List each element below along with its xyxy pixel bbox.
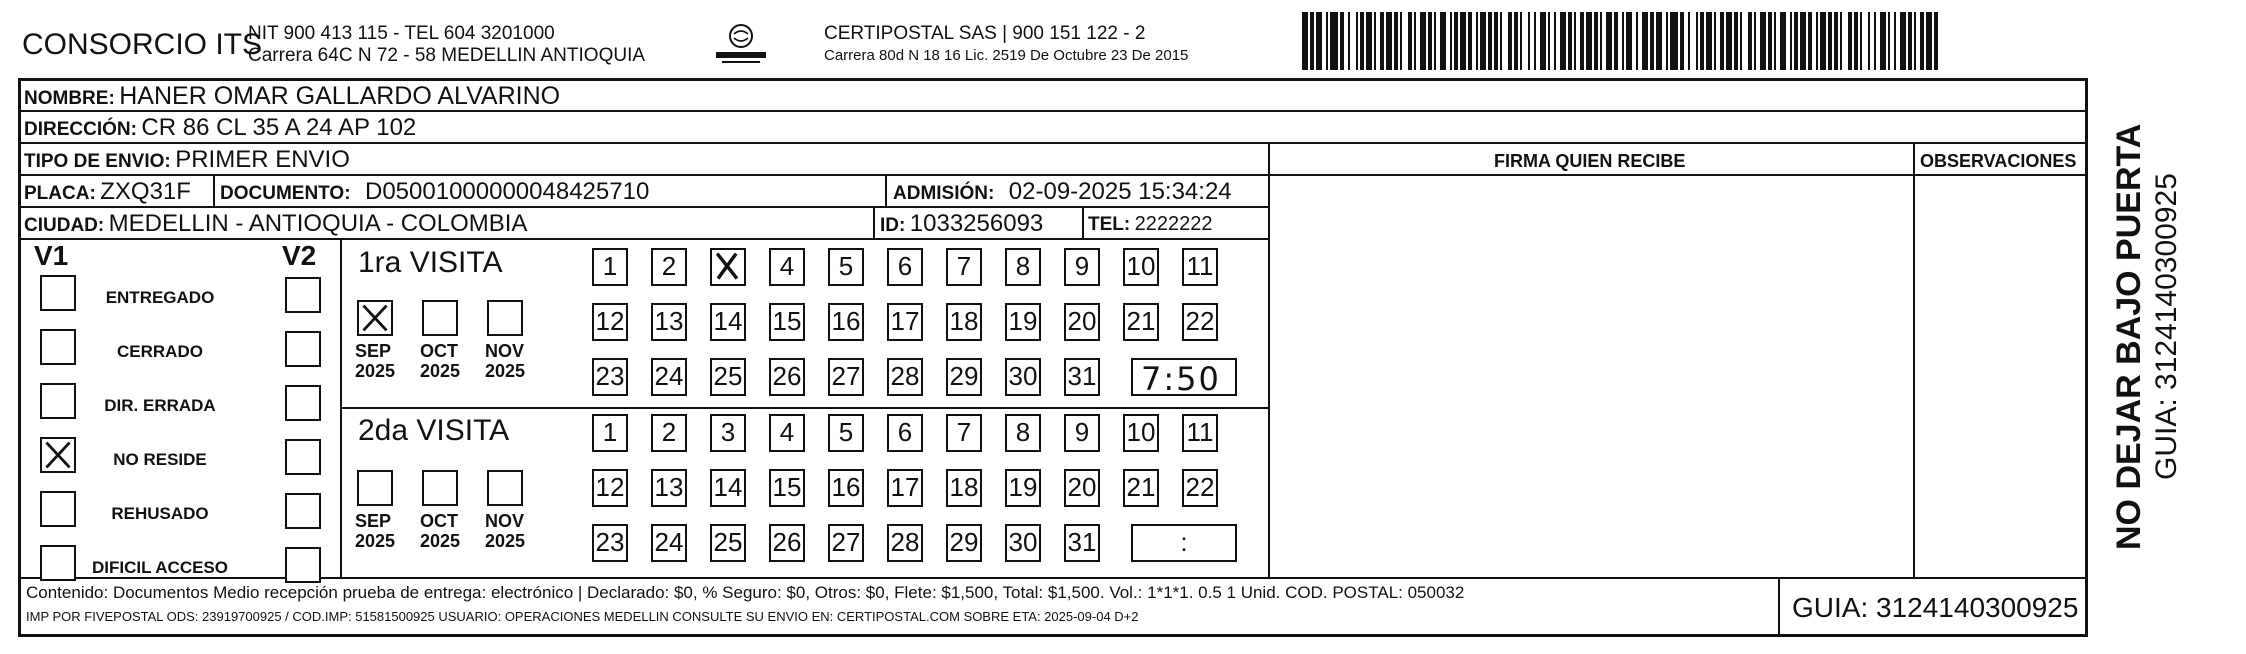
day-box[interactable]: 16	[828, 303, 864, 341]
barcode-bar	[1636, 12, 1638, 70]
day-box[interactable]: 28	[887, 358, 923, 396]
month-year: 2025	[485, 531, 526, 551]
status-v2-checkbox[interactable]	[285, 385, 321, 421]
day-box[interactable]: 4	[769, 414, 805, 452]
barcode-bar	[1650, 12, 1654, 70]
side-guia: GUIA: 3124140300925	[2150, 173, 2183, 480]
day-box[interactable]: 12	[592, 469, 628, 507]
barcode-bar	[1748, 12, 1752, 70]
barcode-bar	[1656, 12, 1662, 70]
tel-label: TEL:	[1088, 214, 1131, 235]
barcode-bar	[1734, 12, 1738, 70]
barcode-bar	[1540, 12, 1546, 70]
status-label: NO RESIDE	[113, 450, 207, 469]
day-box[interactable]: 17	[887, 303, 923, 341]
observaciones-header: OBSERVACIONES	[1920, 151, 2077, 171]
barcode-bar	[1720, 12, 1724, 70]
month-year: 2025	[355, 531, 396, 551]
barcode-bar	[1760, 12, 1766, 70]
tipo-value: PRIMER ENVIO	[175, 146, 350, 173]
direccion-label: DIRECCIÓN:	[24, 119, 137, 140]
admision-label: ADMISIÓN:	[893, 183, 995, 204]
barcode-bar	[1600, 12, 1602, 70]
day-box[interactable]: 26	[769, 524, 805, 562]
day-box[interactable]: 5	[828, 414, 864, 452]
barcode-bar	[1726, 12, 1732, 70]
month-year: 2025	[355, 361, 396, 381]
day-box[interactable]: 2	[651, 248, 687, 286]
visit1-title: 1ra VISITA	[358, 246, 503, 279]
barcode-bar	[1926, 12, 1932, 70]
day-box[interactable]: 8	[1005, 248, 1041, 286]
day-box[interactable]: 1	[592, 414, 628, 452]
barcode-bar	[1494, 12, 1498, 70]
id-field	[880, 212, 1043, 236]
barcode-bar	[1520, 12, 1522, 70]
status-label: CERRADO	[117, 342, 203, 361]
direccion-field	[24, 116, 416, 140]
company-address: Carrera 64C N 72 - 58 MEDELLIN ANTIOQUIA	[248, 45, 646, 66]
barcode-bar	[1754, 12, 1756, 70]
barcode-bar	[1888, 12, 1890, 70]
v1-label: V1	[34, 240, 69, 271]
month-name: NOV	[485, 341, 525, 361]
certipostal-logo	[706, 22, 776, 68]
placa-value: ZXQ31F	[100, 178, 191, 205]
barcode-bar	[1408, 12, 1412, 70]
status-v2-checkbox[interactable]	[285, 493, 321, 529]
barcode-bar	[1366, 12, 1372, 70]
barcode-bar	[1706, 12, 1712, 70]
barcode-bar	[1420, 12, 1426, 70]
barcode-bar	[1360, 12, 1364, 70]
day-box[interactable]: 20	[1064, 303, 1100, 341]
barcode-bar	[1394, 12, 1398, 70]
barcode-bar	[1548, 12, 1550, 70]
barcode-bar	[1316, 12, 1322, 70]
day-box[interactable]: 9	[1064, 248, 1100, 286]
id-label: ID:	[880, 215, 906, 236]
status-v2-checkbox[interactable]	[285, 277, 321, 313]
visit1-time: 7:50	[1141, 360, 1221, 398]
month-name: OCT	[420, 341, 458, 361]
barcode-bar	[1908, 12, 1912, 70]
month-year: 2025	[420, 531, 461, 551]
month-checkbox[interactable]	[487, 470, 523, 506]
day-box[interactable]: 10	[1123, 414, 1159, 452]
day-box[interactable]: 9	[1064, 414, 1100, 452]
barcode-bar	[1348, 12, 1350, 70]
day-box[interactable]: 21	[1123, 469, 1159, 507]
day-box[interactable]: 31	[1064, 358, 1100, 396]
day-box[interactable]: 6	[887, 248, 923, 286]
carrier-license: Carrera 80d N 18 16 Lic. 2519 De Octubre 23 De 2015	[824, 47, 1189, 64]
barcode-bar	[1568, 12, 1572, 70]
day-box[interactable]: 4	[769, 248, 805, 286]
day-box[interactable]: 11	[1182, 248, 1218, 286]
status-v2-checkbox[interactable]	[285, 547, 321, 583]
barcode-bar	[1714, 12, 1716, 70]
barcode-bar	[1434, 12, 1436, 70]
documento-label: DOCUMENTO:	[220, 183, 351, 204]
status-label: REHUSADO	[111, 504, 209, 523]
day-box[interactable]: 13	[651, 303, 687, 341]
footer-guia: GUIA: 3124140300925	[1792, 592, 2079, 623]
barcode-bar	[1900, 12, 1906, 70]
day-box[interactable]: 8	[1005, 414, 1041, 452]
barcode-bar	[1326, 12, 1328, 70]
barcode-bar	[1302, 12, 1308, 70]
day-box[interactable]: 24	[651, 358, 687, 396]
month-checkbox[interactable]	[357, 300, 393, 336]
barcode-bar	[1800, 12, 1806, 70]
day-box[interactable]: 2	[651, 414, 687, 452]
barcode-bar	[1894, 12, 1896, 70]
barcode-bar	[1688, 12, 1690, 70]
barcode-bar	[1696, 12, 1698, 70]
barcode-bar	[1666, 12, 1668, 70]
day-box[interactable]: 26	[769, 358, 805, 396]
day-box[interactable]: 23	[592, 358, 628, 396]
day-box[interactable]: 1	[592, 248, 628, 286]
barcode-bar	[1794, 12, 1798, 70]
admision-value: 02-09-2025 15:34:24	[1008, 178, 1232, 205]
nombre-value: HANER OMAR GALLARDO ALVARINO	[119, 82, 561, 110]
barcode-bar	[1874, 12, 1876, 70]
barcode-bar	[1468, 12, 1472, 70]
ciudad-label: CIUDAD:	[24, 215, 105, 236]
barcode-bar	[1774, 12, 1776, 70]
day-box[interactable]: 18	[946, 469, 982, 507]
barcode-bar	[1454, 12, 1458, 70]
barcode-bar	[1820, 12, 1826, 70]
barcode-bar	[1476, 12, 1478, 70]
carrier-name: CERTIPOSTAL SAS | 900 151 122 - 2	[824, 23, 1146, 44]
barcode-bar	[1330, 12, 1338, 70]
footer-imp: IMP POR FIVEPOSTAL ODS: 23919700925 / COD.IMP: 51581500925 USUARIO: OPERACIONES MEDELLIN CONSULTE SU ENVIO EN: CERTIPOSTAL.COM SOBRE ETA: 2025-09-04 D+2	[26, 609, 1139, 624]
day-box[interactable]: 6	[887, 414, 923, 452]
day-box[interactable]: 5	[828, 248, 864, 286]
month-year: 2025	[485, 361, 526, 381]
side-warning: NO DEJAR BAJO PUERTA	[2110, 123, 2148, 550]
day-box[interactable]: 29	[946, 524, 982, 562]
barcode-bar	[1594, 12, 1598, 70]
barcode-bar	[1400, 12, 1402, 70]
month-checkbox[interactable]	[487, 300, 523, 336]
id-value: 1033256093	[909, 210, 1044, 237]
barcode-bar	[1700, 12, 1704, 70]
day-box[interactable]: 7	[946, 248, 982, 286]
month-checkbox[interactable]	[422, 300, 458, 336]
barcode-bar	[1534, 12, 1536, 70]
barcode-bar	[1440, 12, 1446, 70]
barcode-bar	[1580, 12, 1584, 70]
barcode-bar	[1920, 12, 1924, 70]
barcode-bar	[1450, 12, 1452, 70]
day-box[interactable]: 21	[1123, 303, 1159, 341]
day-box[interactable]	[710, 248, 746, 286]
day-box[interactable]: 30	[1005, 358, 1041, 396]
barcode-bar	[1934, 12, 1938, 70]
direccion-value: CR 86 CL 35 A 24 AP 102	[141, 114, 417, 141]
barcode-bar	[1586, 12, 1592, 70]
placa-field	[24, 180, 191, 204]
barcode-bar	[1626, 12, 1632, 70]
barcode-bar	[1606, 12, 1612, 70]
barcode-bar	[1860, 12, 1862, 70]
day-box[interactable]: 31	[1064, 524, 1100, 562]
day-box[interactable]: 19	[1005, 469, 1041, 507]
month-year: 2025	[420, 361, 461, 381]
documento-value: D05001000000048425710	[365, 178, 650, 205]
barcode-bar	[1768, 12, 1772, 70]
day-box[interactable]: 7	[946, 414, 982, 452]
month-name: NOV	[485, 511, 525, 531]
barcode-bar	[1780, 12, 1786, 70]
day-box[interactable]: 25	[710, 524, 746, 562]
tipo-label: TIPO DE ENVIO:	[24, 151, 171, 172]
barcode-bar	[1868, 12, 1870, 70]
day-box[interactable]: 24	[651, 524, 687, 562]
day-box[interactable]: 15	[769, 303, 805, 341]
barcode-bar	[1834, 12, 1838, 70]
day-box[interactable]: 27	[828, 524, 864, 562]
day-box[interactable]: 29	[946, 358, 982, 396]
ciudad-value: MEDELLIN - ANTIOQUIA - COLOMBIA	[108, 210, 528, 237]
month-checkbox[interactable]	[422, 470, 458, 506]
barcode-bar	[1554, 12, 1556, 70]
day-box[interactable]: 15	[769, 469, 805, 507]
day-box[interactable]: 30	[1005, 524, 1041, 562]
month-name: SEP	[355, 511, 392, 531]
day-box[interactable]: 19	[1005, 303, 1041, 341]
tel-field	[1088, 214, 1213, 234]
barcode	[1302, 12, 1939, 70]
barcode-bar	[1460, 12, 1466, 70]
barcode-bar	[1680, 12, 1684, 70]
day-box[interactable]: 23	[592, 524, 628, 562]
barcode-bar	[1500, 12, 1502, 70]
month-checkbox[interactable]	[357, 470, 393, 506]
barcode-bar	[1808, 12, 1812, 70]
barcode-bar	[1670, 12, 1678, 70]
day-box[interactable]: 16	[828, 469, 864, 507]
day-box[interactable]: 11	[1182, 414, 1218, 452]
barcode-bar	[1356, 12, 1358, 70]
barcode-bar	[1428, 12, 1432, 70]
tipo-field	[24, 148, 350, 172]
nombre-field	[24, 84, 560, 109]
day-box[interactable]: 22	[1182, 303, 1218, 341]
ciudad-field	[24, 212, 527, 236]
day-box[interactable]: 25	[710, 358, 746, 396]
barcode-bar	[1642, 12, 1648, 70]
day-box[interactable]: 14	[710, 303, 746, 341]
admision-field	[893, 180, 1232, 204]
footer-contenido: Contenido: Documentos Medio recepción prueba de entrega: electrónico | Declarado: $0, % Seguro: $0, Otros: $0, Flete: $1,500, Total: $1,500. Vol.: 1*1*1. 0.5 1 Unid. COD. POSTAL: 050032	[26, 583, 1465, 602]
barcode-bar	[1414, 12, 1416, 70]
barcode-bar	[1740, 12, 1742, 70]
documento-field	[220, 180, 649, 204]
visit1-time-box[interactable]	[1131, 358, 1237, 396]
barcode-bar	[1840, 12, 1842, 70]
barcode-bar	[1508, 12, 1512, 70]
placa-label: PLACA:	[24, 183, 96, 204]
barcode-bar	[1816, 12, 1818, 70]
barcode-bar	[1380, 12, 1384, 70]
company-nit: NIT 900 413 115 - TEL 604 3201000	[248, 23, 555, 44]
barcode-bar	[1622, 12, 1624, 70]
day-box[interactable]: 12	[592, 303, 628, 341]
day-box[interactable]: 14	[710, 469, 746, 507]
status-v2-checkbox[interactable]	[285, 331, 321, 367]
barcode-bar	[1914, 12, 1916, 70]
barcode-bar	[1880, 12, 1886, 70]
barcode-bar	[1310, 12, 1314, 70]
status-label: DIR. ERRADA	[104, 396, 216, 415]
nombre-label: NOMBRE:	[24, 88, 115, 109]
day-box[interactable]: 20	[1064, 469, 1100, 507]
barcode-bar	[1528, 12, 1530, 70]
barcode-bar	[1374, 12, 1376, 70]
barcode-bar	[1828, 12, 1832, 70]
day-box[interactable]: 10	[1123, 248, 1159, 286]
day-box[interactable]: 18	[946, 303, 982, 341]
status-label: ENTREGADO	[105, 288, 215, 307]
visit2-title: 2da VISITA	[358, 414, 510, 447]
company-name: CONSORCIO ITS	[22, 28, 263, 61]
barcode-bar	[1848, 12, 1852, 70]
barcode-bar	[1614, 12, 1618, 70]
barcode-bar	[1514, 12, 1518, 70]
visit2-time-box[interactable]	[1131, 524, 1237, 562]
day-box[interactable]: 3	[710, 414, 746, 452]
day-box[interactable]: 17	[887, 469, 923, 507]
barcode-bar	[1560, 12, 1566, 70]
month-name: OCT	[420, 511, 458, 531]
firma-header: FIRMA QUIEN RECIBE	[1494, 151, 1686, 171]
day-box[interactable]: 27	[828, 358, 864, 396]
barcode-bar	[1488, 12, 1492, 70]
barcode-bar	[1386, 12, 1392, 70]
day-box[interactable]: 13	[651, 469, 687, 507]
v2-label: V2	[282, 240, 317, 271]
day-box[interactable]: 22	[1182, 469, 1218, 507]
status-v2-checkbox[interactable]	[285, 439, 321, 475]
barcode-bar	[1480, 12, 1486, 70]
status-label: DIFICIL ACCESO	[91, 558, 228, 577]
barcode-bar	[1790, 12, 1792, 70]
visit2-time: :	[1180, 527, 1188, 557]
barcode-bar	[1854, 12, 1858, 70]
month-name: SEP	[355, 341, 392, 361]
barcode-bar	[1574, 12, 1576, 70]
barcode-bar	[1340, 12, 1344, 70]
day-box[interactable]: 28	[887, 524, 923, 562]
tel-value: 2222222	[1134, 213, 1213, 235]
